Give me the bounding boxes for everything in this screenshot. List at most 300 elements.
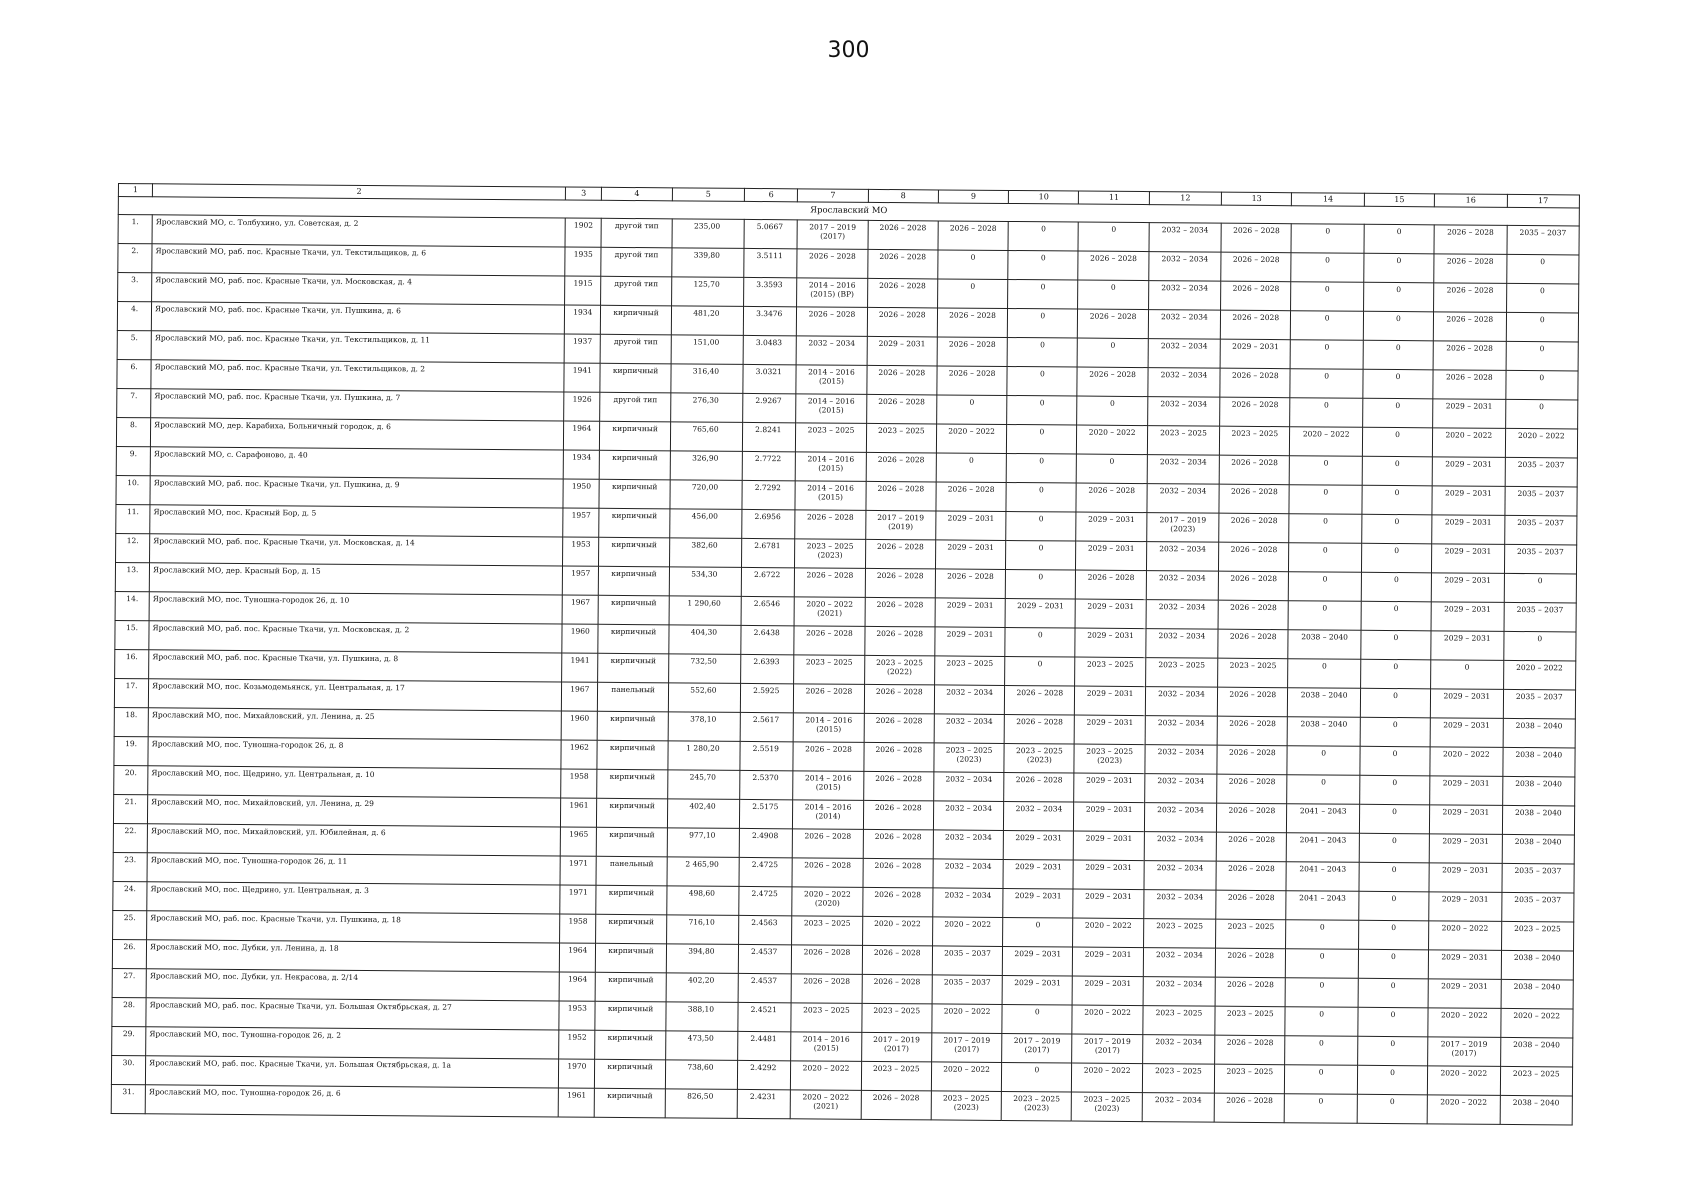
table-cell: 0 <box>1362 398 1433 428</box>
table-cell: 977,10 <box>667 828 740 858</box>
table-cell: 0 <box>1077 396 1148 426</box>
table-cell: 2026 – 2028 <box>1433 370 1506 400</box>
table-cell: 2029 – 2031 <box>1432 486 1505 516</box>
table-cell: 402,40 <box>667 799 740 829</box>
table-cell: 0 <box>1505 370 1578 400</box>
table-cell: 0 <box>1290 369 1363 399</box>
address-cell: Ярославский МО, раб. пос. Красные Ткачи, ул. Большая Октябрьская, д. 1а <box>145 1056 558 1088</box>
table-cell: 2023 – 2025 <box>1501 921 1574 951</box>
table-cell: 339,80 <box>671 248 744 278</box>
table-cell: 2026 – 2028 <box>861 1090 932 1120</box>
table-cell: 0 <box>1358 978 1429 1008</box>
table-cell: 2026 – 2028 <box>863 858 934 888</box>
table-cell: 2020 – 2022 <box>1430 747 1503 777</box>
table-cell: 2026 – 2028 <box>1220 368 1291 398</box>
table-cell: 2023 – 2025 <box>1220 426 1291 456</box>
table-cell: 0 <box>1078 338 1149 368</box>
table-cell: 534,30 <box>669 567 742 597</box>
table-cell: 0 <box>1007 366 1078 396</box>
table-cell: 2026 – 2028 <box>794 626 865 656</box>
table-cell: 0 <box>1362 456 1433 486</box>
table-cell: 2032 – 2034 <box>1143 948 1216 978</box>
table-cell: кирпичный <box>600 450 671 480</box>
table-cell: кирпичный <box>599 479 670 509</box>
column-number-cell: 2 <box>152 184 565 200</box>
table-cell: 481,20 <box>671 306 744 336</box>
table-cell: 0 <box>1286 920 1359 950</box>
table-cell: 1964 <box>560 943 596 972</box>
table-cell: 2017 – 2019 (2019) <box>865 510 936 540</box>
address-cell: Ярославский МО, пос. Туношна-городок 26, д. 11 <box>147 853 560 885</box>
table-cell: 1970 <box>559 1059 595 1088</box>
table-cell: кирпичный <box>597 827 668 857</box>
table-cell: 2026 – 2028 <box>862 945 933 975</box>
table-cell: 2.6438 <box>741 625 794 654</box>
table-cell: 388,10 <box>666 1002 739 1032</box>
table-cell: 2029 – 2031 <box>1002 946 1073 976</box>
table-cell: 0 <box>1359 833 1430 863</box>
table-cell: 2020 – 2022 (2021) <box>794 597 865 627</box>
table-cell: 0 <box>1006 453 1077 483</box>
table-cell: 2017 – 2019 (2017) <box>1428 1037 1501 1067</box>
table-cell: 2032 – 2034 <box>1144 890 1217 920</box>
row-number-cell: 11. <box>116 504 150 533</box>
table-cell: 0 <box>1431 660 1504 690</box>
table-cell: 2032 – 2034 <box>796 336 867 366</box>
table-cell: 2026 – 2028 <box>1218 600 1289 630</box>
address-cell: Ярославский МО, раб. пос. Красные Ткачи, ул. Пушкина, д. 8 <box>149 650 562 682</box>
table-cell: 2026 – 2028 <box>937 366 1008 396</box>
table-cell: 2026 – 2028 <box>866 365 937 395</box>
table-cell: 2026 – 2028 <box>797 249 868 279</box>
table-cell: 2023 – 2025 <box>861 1003 932 1033</box>
table-cell: 2020 – 2022 <box>1500 1008 1573 1038</box>
table-cell: 2017 – 2019 (2017) <box>1002 1033 1073 1063</box>
table-cell: 1934 <box>565 305 601 334</box>
table-cell: 2026 – 2028 <box>867 249 938 279</box>
table-cell: 326,90 <box>670 451 743 481</box>
table-cell: 2014 – 2016 (2015) <box>796 365 867 395</box>
address-cell: Ярославский МО, раб. пос. Красные Ткачи, ул. Московская, д. 2 <box>149 621 562 653</box>
table-cell: панельный <box>596 856 667 886</box>
table-cell: 2014 – 2016 (2015) <box>795 481 866 511</box>
row-number-cell: 22. <box>113 823 147 852</box>
table-cell: 2026 – 2028 <box>1218 629 1289 659</box>
table-cell: 2.9267 <box>743 393 796 422</box>
table-cell: 2038 – 2040 <box>1502 747 1575 777</box>
table-cell: 2035 – 2037 <box>1501 892 1574 922</box>
table-cell: 826,50 <box>665 1089 738 1119</box>
table-cell: 2020 – 2022 <box>1077 425 1148 455</box>
table-cell: 2026 – 2028 <box>938 221 1009 251</box>
table-cell: 2020 – 2022 <box>1503 660 1576 690</box>
table-cell: кирпичный <box>596 914 667 944</box>
table-cell: 5.0667 <box>744 219 797 248</box>
row-number-cell: 25. <box>113 910 147 939</box>
table-cell: 0 <box>1291 282 1364 312</box>
table-cell: 3.3593 <box>744 277 797 306</box>
table-cell: 2029 – 2031 <box>1005 598 1076 628</box>
table-cell: 2032 – 2034 <box>1145 687 1218 717</box>
table-cell: 2038 – 2040 <box>1502 805 1575 835</box>
table-cell: 2032 – 2034 <box>1144 803 1217 833</box>
table-cell: 0 <box>1006 482 1077 512</box>
table-cell: 0 <box>1503 631 1576 661</box>
table-cell: 2023 – 2025 <box>866 423 937 453</box>
table-cell: 2026 – 2028 <box>1078 251 1149 281</box>
table-cell: 1971 <box>560 885 596 914</box>
table-cell: 2020 – 2022 <box>1433 428 1506 458</box>
table-cell: 0 <box>938 250 1009 280</box>
table-cell: 2023 – 2025 <box>796 423 867 453</box>
table-cell: 1953 <box>559 1001 595 1030</box>
table-cell: 0 <box>1286 949 1359 979</box>
table-cell: 0 <box>1005 627 1076 657</box>
table-cell: 2029 – 2031 <box>1003 830 1074 860</box>
column-number-cell: 16 <box>1434 194 1507 208</box>
table-cell: 0 <box>1002 1004 1073 1034</box>
table-cell: 2026 – 2028 <box>1077 367 1148 397</box>
table-cell: 235,00 <box>672 219 745 249</box>
row-number-cell: 17. <box>114 678 148 707</box>
table-cell: 2023 – 2025 <box>1216 919 1287 949</box>
row-number-cell: 10. <box>116 475 150 504</box>
table-cell: 0 <box>1360 717 1431 747</box>
table-cell: 1915 <box>565 276 601 305</box>
table-cell: 2026 – 2028 <box>865 568 936 598</box>
table-cell: 2023 – 2025 (2023) <box>1074 744 1145 774</box>
table-cell: 498,60 <box>666 886 739 916</box>
table-cell: 0 <box>1362 514 1433 544</box>
table-cell: 2029 – 2031 <box>1076 541 1147 571</box>
table-cell: 2026 – 2028 <box>862 887 933 917</box>
table-cell: 1964 <box>559 972 595 1001</box>
table-cell: 2026 – 2028 <box>1214 1093 1285 1123</box>
table-cell: 2026 – 2028 <box>1215 948 1286 978</box>
table-cell: 1941 <box>564 363 600 392</box>
table-cell: 0 <box>1361 572 1432 602</box>
table-cell: 2035 – 2037 <box>1507 225 1580 255</box>
table-cell: 2026 – 2028 <box>793 742 864 772</box>
table-cell: 2023 – 2025 <box>1218 658 1289 688</box>
table-cell: панельный <box>598 682 669 712</box>
table-cell: 0 <box>1290 398 1363 428</box>
table-cell: другой тип <box>601 247 672 277</box>
table-cell: 2029 – 2031 <box>1002 975 1073 1005</box>
table-cell: 0 <box>1005 569 1076 599</box>
table-cell: 2026 – 2028 <box>1218 571 1289 601</box>
address-cell: Ярославский МО, пос. Михайловский, ул. Ленина, д. 29 <box>148 795 561 827</box>
table-cell: кирпичный <box>597 798 668 828</box>
row-number-cell: 8. <box>116 417 150 446</box>
table-cell: 2029 – 2031 <box>1432 457 1505 487</box>
row-number-cell: 14. <box>115 591 149 620</box>
table-cell: 1935 <box>565 247 601 276</box>
table-cell: 404,30 <box>669 625 742 655</box>
table-cell: 0 <box>1006 511 1077 541</box>
table-cell: 2023 – 2025 (2023) <box>931 1091 1002 1121</box>
table-cell: 2023 – 2025 <box>1142 1064 1215 1094</box>
table-cell: 0 <box>1008 221 1079 251</box>
column-number-cell: 15 <box>1364 193 1434 207</box>
table-cell: 2029 – 2031 <box>935 598 1006 628</box>
table-cell: другой тип <box>601 334 672 364</box>
address-cell: Ярославский МО, раб. пос. Красные Ткачи, ул. Московская, д. 4 <box>152 273 565 305</box>
table-cell: кирпичный <box>597 740 668 770</box>
table-cell: 0 <box>1008 250 1079 280</box>
row-number-cell: 30. <box>111 1055 145 1084</box>
table-cell: 0 <box>1288 659 1361 689</box>
table-cell: 2029 – 2031 <box>936 511 1007 541</box>
table-cell: кирпичный <box>596 885 667 915</box>
table-cell: 2032 – 2034 <box>1148 310 1221 340</box>
table-cell: 2020 – 2022 (2020) <box>792 887 863 917</box>
address-cell: Ярославский МО, пос. Щедрино, ул. Центральная, д. 10 <box>148 766 561 798</box>
table-cell: 2029 – 2031 <box>935 540 1006 570</box>
table-cell: 2023 – 2025 <box>1147 426 1220 456</box>
column-number-cell: 12 <box>1149 192 1222 206</box>
row-number-cell: 29. <box>112 1026 146 1055</box>
table-cell: 2.5370 <box>740 770 793 799</box>
table-cell: 2035 – 2037 <box>1504 486 1577 516</box>
table-cell: 2.4537 <box>738 973 791 1002</box>
table-cell: 378,10 <box>668 712 741 742</box>
table-cell: 2041 – 2043 <box>1286 891 1359 921</box>
table-cell: 2029 – 2031 <box>1430 689 1503 719</box>
table-cell: 0 <box>1357 1094 1428 1124</box>
table-cell: 2020 – 2022 <box>1505 428 1578 458</box>
table-cell: 2029 – 2031 <box>1431 602 1504 632</box>
table-cell: 2.4537 <box>738 944 791 973</box>
table-cell: 2029 – 2031 <box>1075 686 1146 716</box>
row-number-cell: 6. <box>117 359 151 388</box>
table-cell: 0 <box>1363 340 1434 370</box>
row-number-cell: 21. <box>113 794 147 823</box>
table-cell: 2032 – 2034 <box>1146 542 1219 572</box>
table-cell: 765,60 <box>670 422 743 452</box>
table-cell: 2.4725 <box>739 857 792 886</box>
table-cell: 2032 – 2034 <box>1145 716 1218 746</box>
table-cell: 0 <box>1285 1094 1358 1124</box>
table-cell: 1950 <box>563 479 599 508</box>
address-cell: Ярославский МО, пос. Туношна-городок 26, д. 2 <box>146 1027 559 1059</box>
table-cell: 2035 – 2037 <box>1504 544 1577 574</box>
table-cell: 2032 – 2034 <box>1142 1093 1215 1123</box>
table-cell: 2026 – 2028 <box>865 539 936 569</box>
table-cell: 2014 – 2016 (2015) <box>791 1032 862 1062</box>
table-cell: 0 <box>1359 804 1430 834</box>
table-cell: 2014 – 2016 (2015) <box>793 713 864 743</box>
table-cell: 2026 – 2028 <box>1219 513 1290 543</box>
table-cell: 0 <box>1360 746 1431 776</box>
table-cell: 2032 – 2034 <box>1004 801 1075 831</box>
table-cell: 2032 – 2034 <box>1144 861 1217 891</box>
table-cell: 2032 – 2034 <box>933 801 1004 831</box>
table-cell: 151,00 <box>671 335 744 365</box>
row-number-cell: 12. <box>116 533 150 562</box>
row-number-cell: 24. <box>113 881 147 910</box>
table-cell: 0 <box>1007 395 1078 425</box>
row-number-cell: 5. <box>117 330 151 359</box>
column-number-cell: 17 <box>1507 194 1580 208</box>
table-cell: 2014 – 2016 (2015) <box>793 771 864 801</box>
table-cell: 2032 – 2034 <box>1146 629 1219 659</box>
table-cell: 2.8241 <box>743 422 796 451</box>
table-cell: 2029 – 2031 <box>1074 802 1145 832</box>
address-cell: Ярославский МО, раб. пос. Красные Ткачи, ул. Текстильщиков, д. 2 <box>151 360 564 392</box>
table-cell: 2020 – 2022 <box>931 1062 1002 1092</box>
table-cell: 2.4908 <box>739 828 792 857</box>
table-cell: 2.5175 <box>740 799 793 828</box>
table-cell: 0 <box>1006 540 1077 570</box>
row-number-cell: 28. <box>112 997 146 1026</box>
table-cell: 2.4563 <box>739 915 792 944</box>
table-cell: 2023 – 2025 (2023) <box>795 539 866 569</box>
table-cell: 2023 – 2025 (2022) <box>864 655 935 685</box>
table-cell: 0 <box>1289 572 1362 602</box>
table-cell: 2026 – 2028 <box>867 307 938 337</box>
table-cell: 2032 – 2034 <box>1147 484 1220 514</box>
table-cell: 2023 – 2025 <box>1143 919 1216 949</box>
table-cell: кирпичный <box>598 624 669 654</box>
table-cell: 2023 – 2025 <box>792 916 863 946</box>
table-cell: кирпичный <box>595 1059 666 1089</box>
address-cell: Ярославский МО, раб. пос. Красные Ткачи, ул. Текстильщиков, д. 6 <box>152 244 565 276</box>
address-cell: Ярославский МО, раб. пос. Красные Ткачи, ул. Текстильщиков, д. 11 <box>151 331 564 363</box>
address-cell: Ярославский МО, пос. Козьмодемьянск, ул. Центральная, д. 17 <box>148 679 561 711</box>
row-number-cell: 2. <box>118 244 152 273</box>
table-cell: 2029 – 2031 <box>1428 950 1501 980</box>
table-cell: 2032 – 2034 <box>1146 571 1219 601</box>
table-cell: 2026 – 2028 <box>937 337 1008 367</box>
table-cell: 552,60 <box>668 683 741 713</box>
table-cell: 0 <box>1506 254 1579 284</box>
table-cell: кирпичный <box>596 972 667 1002</box>
table-cell: 2032 – 2034 <box>1148 368 1221 398</box>
table-cell: 2026 – 2028 <box>1221 252 1292 282</box>
table-cell: 2026 – 2028 <box>1004 772 1075 802</box>
table-cell: 2017 – 2019 (2017) <box>797 220 868 250</box>
address-cell: Ярославский МО, пос. Красный Бор, д. 5 <box>150 505 563 537</box>
table-cell: 2032 – 2034 <box>933 830 1004 860</box>
table-cell: 716,10 <box>666 915 739 945</box>
table-cell: 720,00 <box>670 480 743 510</box>
table-cell: 2026 – 2028 <box>1221 281 1292 311</box>
table-cell: 2020 – 2022 <box>1428 1066 1501 1096</box>
table-cell: 2032 – 2034 <box>1148 339 1221 369</box>
table-cell: 3.0321 <box>743 364 796 393</box>
row-number-cell: 13. <box>115 562 149 591</box>
table-cell: 0 <box>1002 1062 1073 1092</box>
table-cell: 2029 – 2031 <box>1073 947 1144 977</box>
table-cell: 2038 – 2040 <box>1501 950 1574 980</box>
address-cell: Ярославский МО, раб. пос. Красные Ткачи, ул. Пушкина, д. 7 <box>151 389 564 421</box>
table-cell: 2029 – 2031 <box>1430 805 1503 835</box>
table-cell: 2029 – 2031 <box>1431 631 1504 661</box>
table-cell: 2029 – 2031 <box>1429 892 1502 922</box>
table-cell: 2020 – 2022 <box>1290 427 1363 457</box>
table-cell: 2020 – 2022 (2021) <box>791 1090 862 1120</box>
table-cell: 0 <box>1078 222 1149 252</box>
table-cell: 2029 – 2031 <box>1075 628 1146 658</box>
table-cell: 2038 – 2040 <box>1500 1095 1573 1125</box>
row-number-cell: 19. <box>114 736 148 765</box>
table-cell: 2020 – 2022 <box>1073 918 1144 948</box>
table-cell: 2026 – 2028 <box>1217 716 1288 746</box>
table-cell: 2023 – 2025 <box>934 656 1005 686</box>
table-cell: 2026 – 2028 <box>937 308 1008 338</box>
table-cell: 1960 <box>562 624 598 653</box>
table-cell: 2023 – 2025 <box>1215 1064 1286 1094</box>
address-cell: Ярославский МО, пос. Туношна-городок 26, д. 8 <box>148 737 561 769</box>
table-cell: 0 <box>1287 746 1360 776</box>
table-cell: 2026 – 2028 <box>1219 542 1290 572</box>
table-cell: 738,60 <box>665 1060 738 1090</box>
table-cell: 2.7292 <box>742 480 795 509</box>
table-cell: 0 <box>1363 311 1434 341</box>
table-cell: 2026 – 2028 <box>1221 223 1292 253</box>
table-cell: 2032 – 2034 <box>1146 600 1219 630</box>
table-cell: 0 <box>1506 312 1579 342</box>
address-cell: Ярославский МО, пос. Михайловский, ул. Ленина, д. 25 <box>148 708 561 740</box>
address-cell: Ярославский МО, пос. Михайловский, ул. Юбилейная, д. 6 <box>147 824 560 856</box>
table-cell: 0 <box>1505 399 1578 429</box>
table-cell: 2026 – 2028 <box>792 945 863 975</box>
address-cell: Ярославский МО, раб. пос. Красные Ткачи, ул. Большая Октябрьская, д. 27 <box>146 998 559 1030</box>
table-cell: 2 465,90 <box>667 857 740 887</box>
table-cell: 2023 – 2025 <box>1075 657 1146 687</box>
table-cell: другой тип <box>601 276 672 306</box>
table-cell: 0 <box>1289 543 1362 573</box>
table-cell: 2014 – 2016 (2015) <box>796 394 867 424</box>
table-cell: кирпичный <box>595 1088 666 1118</box>
table-cell: 2029 – 2031 <box>1073 976 1144 1006</box>
table-cell: 2029 – 2031 <box>1076 512 1147 542</box>
table-cell: 0 <box>1291 311 1364 341</box>
table-cell: 2026 – 2028 <box>1078 309 1149 339</box>
table-cell: 2014 – 2016 (2014) <box>793 800 864 830</box>
table-cell: 0 <box>1285 1065 1358 1095</box>
table-cell: кирпичный <box>600 363 671 393</box>
table-cell: 2038 – 2040 <box>1503 718 1576 748</box>
table-cell: 1967 <box>562 682 598 711</box>
table-cell: 3.5111 <box>744 248 797 277</box>
table-cell: 0 <box>1288 601 1361 631</box>
table-cell: 2026 – 2028 <box>1434 283 1507 313</box>
table-cell: 0 <box>1360 775 1431 805</box>
table-cell: 2017 – 2019 (2017) <box>932 1033 1003 1063</box>
column-number-cell: 10 <box>1009 190 1079 204</box>
column-number-cell: 14 <box>1292 193 1365 207</box>
table-cell: 0 <box>1357 1065 1428 1095</box>
table-cell: кирпичный <box>595 1030 666 1060</box>
table-cell: 0 <box>1291 340 1364 370</box>
table-cell: 2032 – 2034 <box>1142 1035 1215 1065</box>
table-cell: 2029 – 2031 <box>1003 859 1074 889</box>
table-cell: 2026 – 2028 <box>863 771 934 801</box>
table-cell: 2032 – 2034 <box>1147 397 1220 427</box>
table-cell: 2026 – 2028 <box>863 800 934 830</box>
section-title: Ярославский МО <box>118 197 1579 226</box>
table-cell: 2026 – 2028 <box>936 482 1007 512</box>
column-number-cell: 3 <box>566 187 602 200</box>
table-cell: кирпичный <box>598 653 669 683</box>
table-cell: 2026 – 2028 <box>1217 774 1288 804</box>
table-cell: 2029 – 2031 <box>1428 979 1501 1009</box>
table-cell: 2014 – 2016 (2015) (ВР) <box>797 278 868 308</box>
table-cell: 2041 – 2043 <box>1287 804 1360 834</box>
table-cell: 1962 <box>561 740 597 769</box>
